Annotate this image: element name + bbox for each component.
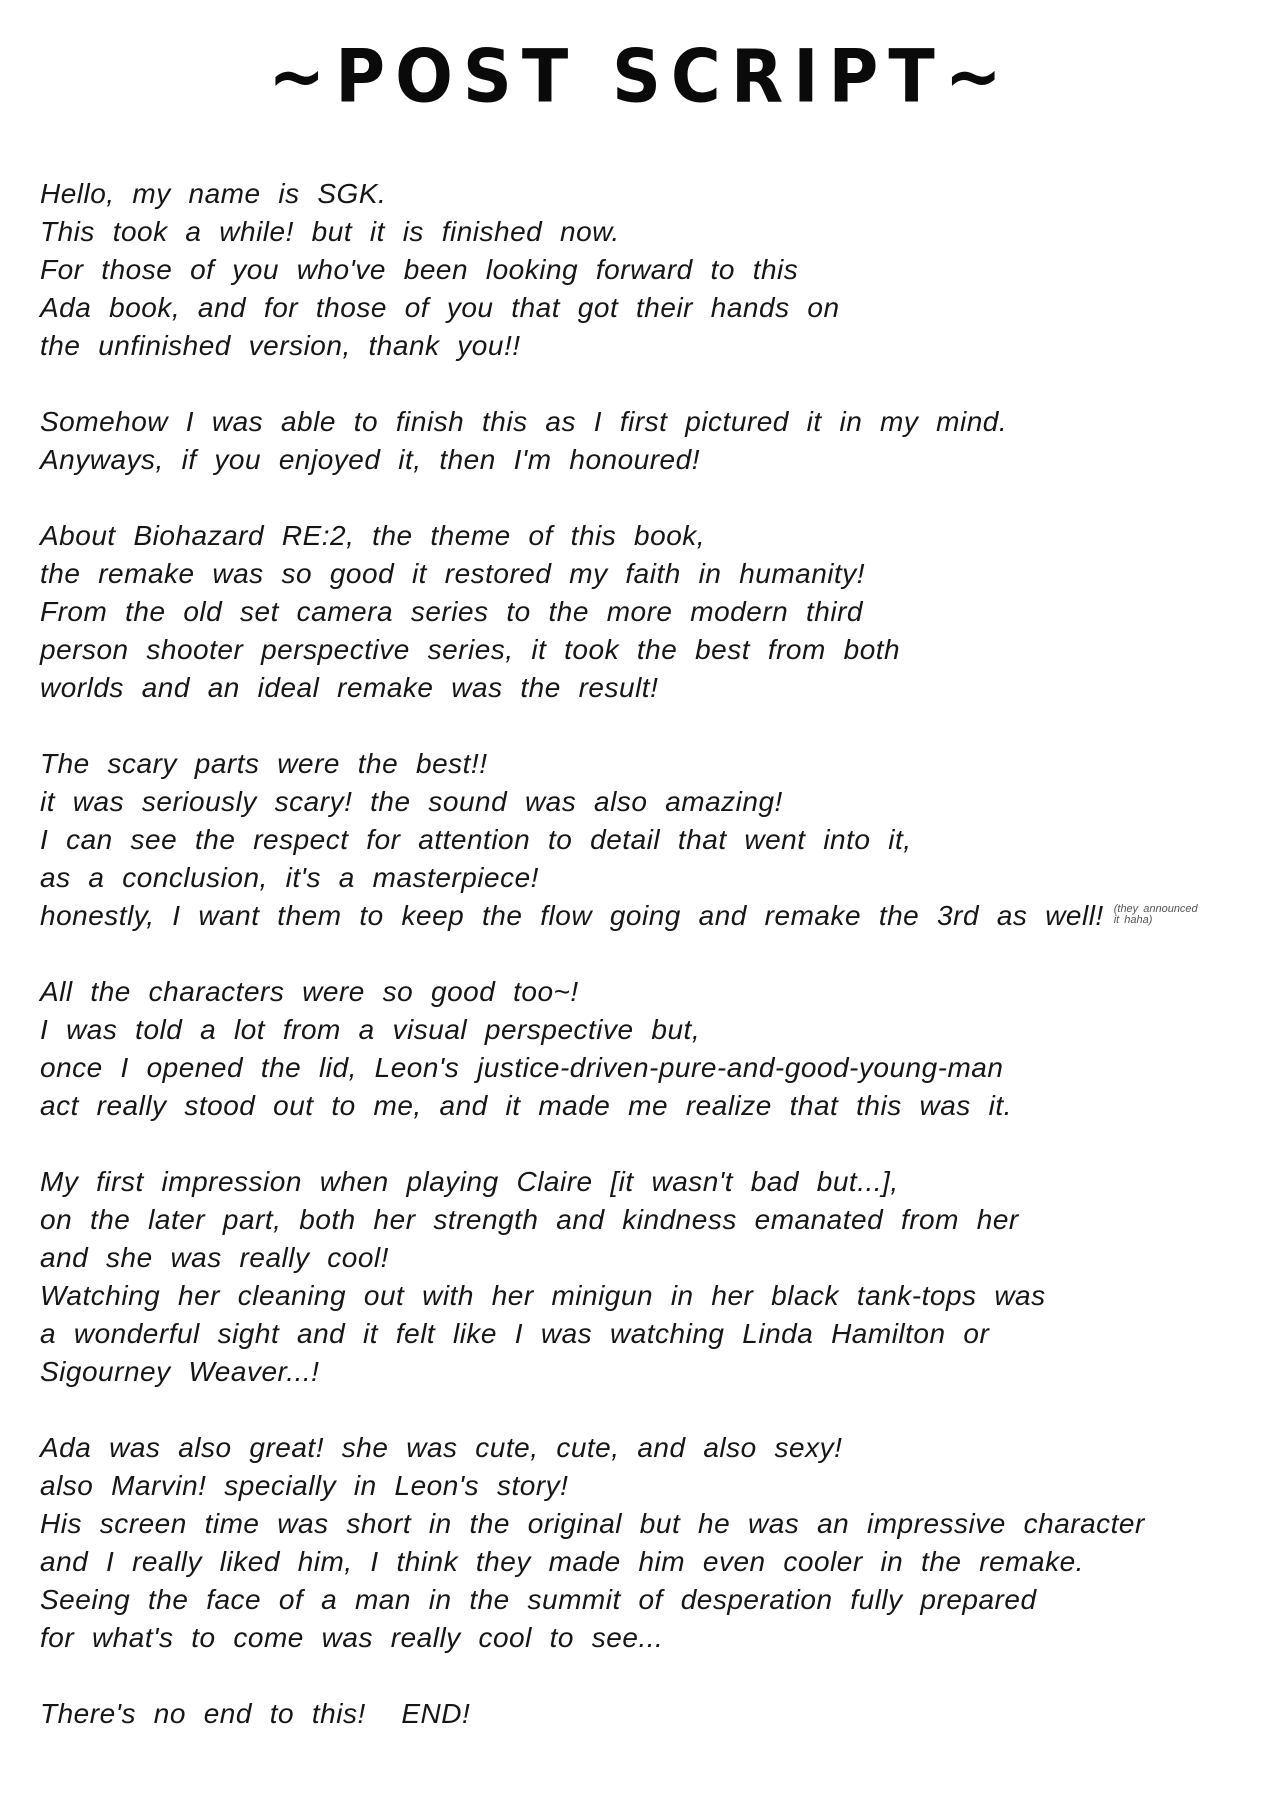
paragraph-finished bbox=[40, 403, 1250, 479]
text-line: Somehow I was able to finish this as I first pictured it in my mind. bbox=[40, 406, 1008, 437]
text-line: once I opened the lid, Leon's justice-driven-pure-and-good-young-man bbox=[40, 1052, 1004, 1083]
text-line: Ada was also great! she was cute, cute, and also sexy! bbox=[40, 1432, 843, 1463]
text-line: The scary parts were the best!! bbox=[40, 748, 488, 779]
paragraph-ada-marvin bbox=[40, 1429, 1250, 1657]
text-line: I can see the respect for attention to detail that went into it, bbox=[40, 824, 912, 855]
text-line: act really stood out to me, and it made me realize that this was it. bbox=[40, 1090, 1012, 1121]
text-line: Seeing the face of a man in the summit of desperation fully prepared bbox=[40, 1584, 1037, 1615]
page-title: ~POST SCRIPT~ bbox=[268, 34, 1012, 120]
margin-note bbox=[1114, 904, 1198, 926]
text-line: About Biohazard RE:2, the theme of this book, bbox=[40, 520, 706, 551]
text-line: as a conclusion, it's a masterpiece! bbox=[40, 862, 539, 893]
paragraph-claire bbox=[40, 1163, 1250, 1391]
text-line: for what's to come was really cool to see... bbox=[40, 1622, 664, 1653]
text-line-with-note bbox=[40, 897, 1250, 935]
text-line: Anyways, if you enjoyed it, then I'm honoured! bbox=[40, 444, 700, 475]
text-line: All the characters were so good too~! bbox=[40, 976, 579, 1007]
text-line: the remake was so good it restored my faith in humanity! bbox=[40, 558, 866, 589]
margin-note-line: (they announced bbox=[1113, 903, 1198, 915]
text-line: and I really liked him, I think they made him even cooler in the remake. bbox=[40, 1546, 1084, 1577]
paragraph-greeting bbox=[40, 175, 1250, 365]
paragraph-end bbox=[40, 1695, 1250, 1733]
paragraph-biohazard-re2 bbox=[40, 517, 1250, 707]
text-line: For those of you who've been looking forward to this bbox=[40, 254, 799, 285]
text-line: and she was really cool! bbox=[40, 1242, 389, 1273]
paragraph-scary-parts bbox=[40, 745, 1250, 935]
text-line: a wonderful sight and it felt like I was watching Linda Hamilton or bbox=[40, 1318, 990, 1349]
text-line: on the later part, both her strength and kindness emanated from her bbox=[40, 1204, 1019, 1235]
text-line: Watching her cleaning out with her minigun in her black tank-tops was bbox=[40, 1280, 1046, 1311]
paragraph-characters bbox=[40, 973, 1250, 1125]
text-line: His screen time was short in the original but he was an impressive character bbox=[40, 1508, 1145, 1539]
text-line: I was told a lot from a visual perspective but, bbox=[40, 1014, 701, 1045]
text-line: There's no end to this! END! bbox=[40, 1698, 471, 1729]
afterword-text bbox=[40, 175, 1250, 1733]
text-line: Sigourney Weaver...! bbox=[40, 1356, 320, 1387]
text-line: worlds and an ideal remake was the result! bbox=[40, 672, 659, 703]
text-line: Hello, my name is SGK. bbox=[40, 178, 387, 209]
text-line: it was seriously scary! the sound was also amazing! bbox=[40, 786, 783, 817]
margin-note-line: it haha) bbox=[1113, 914, 1153, 926]
text-line: also Marvin! specially in Leon's story! bbox=[40, 1470, 569, 1501]
text-line: the unfinished version, thank you!! bbox=[40, 330, 521, 361]
text-line: From the old set camera series to the more modern third bbox=[40, 596, 863, 627]
text-line: honestly, I want them to keep the flow going and remake the 3rd as well! bbox=[40, 900, 1104, 931]
text-line: My first impression when playing Claire [it wasn't bad but...], bbox=[40, 1166, 899, 1197]
text-line: Ada book, and for those of you that got their hands on bbox=[40, 292, 840, 323]
text-line: This took a while! but it is finished now. bbox=[40, 216, 620, 247]
text-line: person shooter perspective series, it took the best from both bbox=[40, 634, 901, 665]
